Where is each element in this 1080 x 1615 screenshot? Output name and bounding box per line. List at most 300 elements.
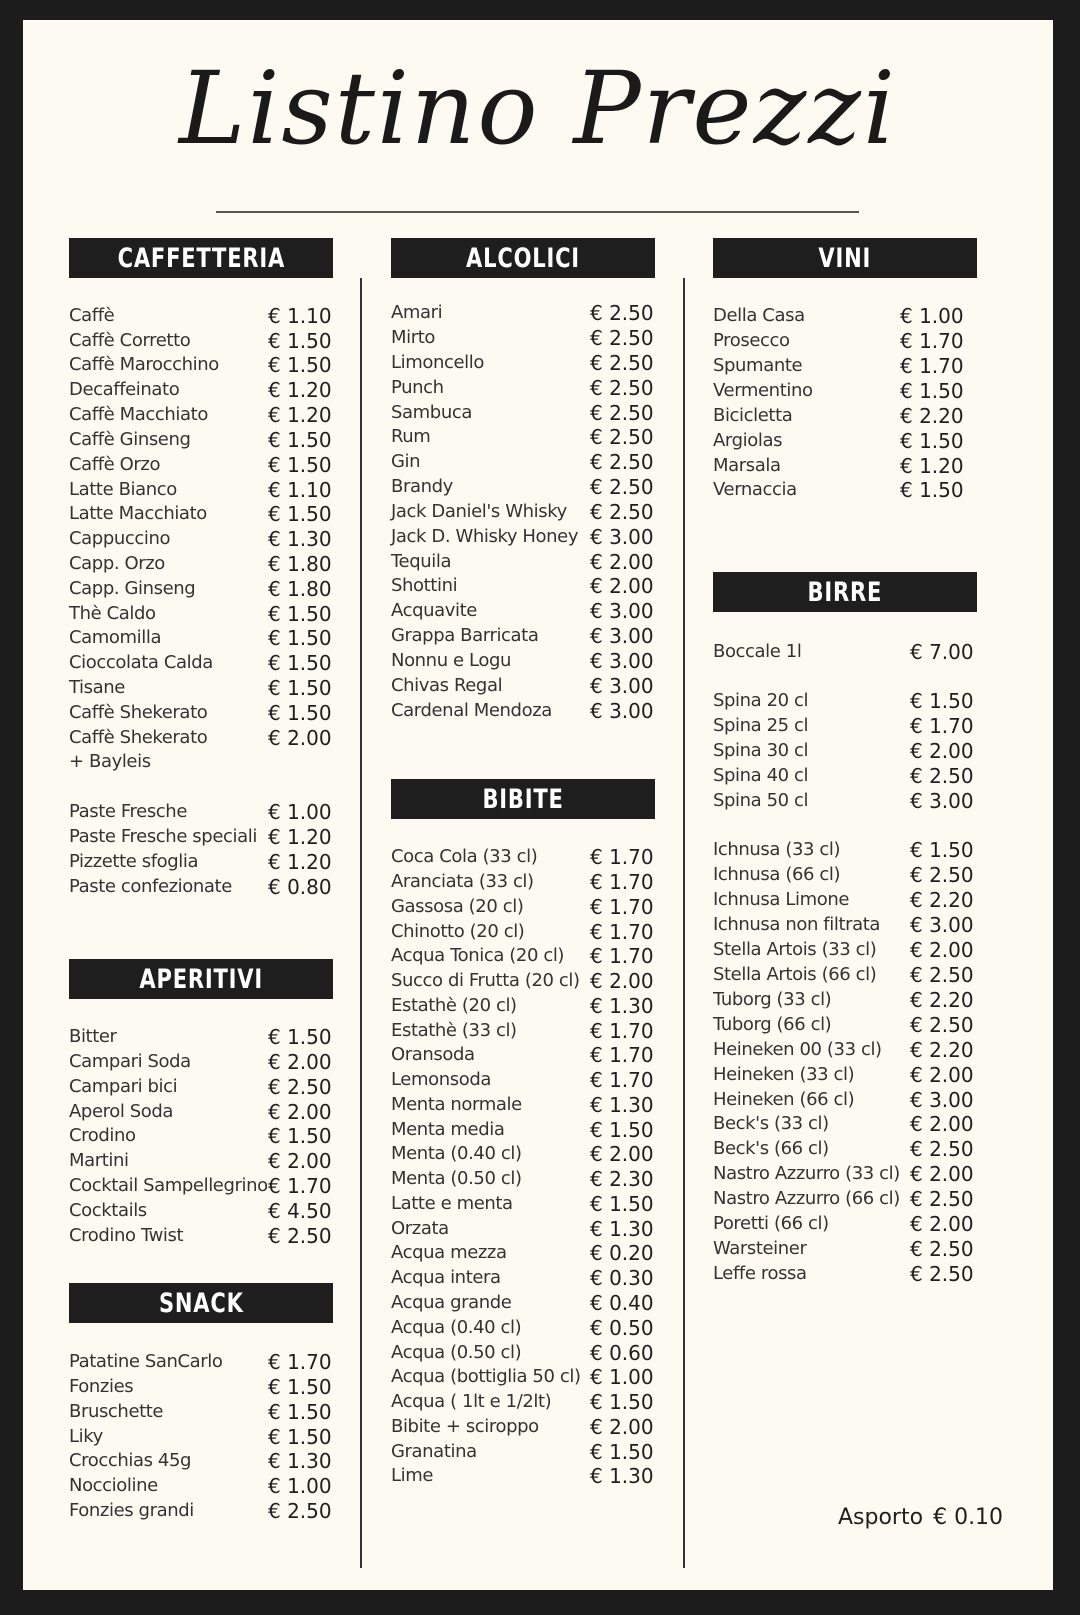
takeaway-label: Asporto bbox=[838, 1505, 924, 1530]
menu-item-row bbox=[69, 850, 348, 874]
menu-item-row bbox=[391, 326, 670, 350]
menu-item-name: Menta normale bbox=[391, 1094, 522, 1115]
menu-item-price: € 1.70 bbox=[590, 845, 654, 869]
page-title: Listino Prezzi bbox=[179, 50, 897, 167]
menu-item-name: Sambuca bbox=[391, 402, 472, 423]
menu-item-price: € 2.20 bbox=[910, 988, 974, 1012]
menu-item-name: Beck's (33 cl) bbox=[713, 1113, 829, 1134]
menu-item-row bbox=[69, 825, 348, 849]
menu-item-row bbox=[391, 649, 670, 673]
menu-item-row bbox=[713, 689, 990, 713]
menu-item-name: Heineken 00 (33 cl) bbox=[713, 1039, 882, 1060]
menu-item-name: + Bayleis bbox=[69, 751, 151, 772]
menu-item-price: € 0.20 bbox=[590, 1241, 654, 1265]
menu-item-row bbox=[69, 1499, 348, 1523]
menu-item-row bbox=[69, 701, 348, 725]
menu-item-row bbox=[69, 1350, 348, 1374]
menu-item-name: Caffè Orzo bbox=[69, 454, 161, 475]
menu-item-name: Spina 20 cl bbox=[713, 690, 809, 711]
menu-item-price: € 4.50 bbox=[268, 1199, 332, 1223]
menu-item-row bbox=[713, 714, 990, 738]
menu-item-name: Acqua Tonica (20 cl) bbox=[391, 945, 565, 966]
menu-item-row bbox=[391, 450, 670, 474]
menu-item-row bbox=[391, 1192, 670, 1216]
menu-item-name: Brandy bbox=[391, 476, 453, 497]
menu-item-name: Gassosa (20 cl) bbox=[391, 896, 524, 917]
menu-item-row bbox=[391, 1365, 670, 1389]
menu-item-row bbox=[713, 988, 990, 1012]
menu-item-name: Bicicletta bbox=[713, 405, 793, 426]
menu-item-row bbox=[713, 1038, 990, 1062]
menu-item-name: Acquavite bbox=[391, 600, 477, 621]
menu-item-name: Latte Macchiato bbox=[69, 503, 207, 524]
menu-item-price: € 1.50 bbox=[268, 1425, 332, 1449]
menu-item-name: Spina 40 cl bbox=[713, 765, 809, 786]
menu-item-name: Spina 50 cl bbox=[713, 790, 809, 811]
menu-item-name: Cappuccino bbox=[69, 528, 171, 549]
menu-item-price: € 1.30 bbox=[590, 1464, 654, 1488]
menu-item-name: Capp. Orzo bbox=[69, 553, 165, 574]
menu-item-name: Leffe rossa bbox=[713, 1263, 807, 1284]
menu-item-row bbox=[69, 502, 348, 526]
menu-item-name: Campari bici bbox=[69, 1076, 178, 1097]
menu-item-price: € 1.50 bbox=[268, 602, 332, 626]
menu-item-row bbox=[69, 353, 348, 377]
menu-item-price: € 0.30 bbox=[590, 1266, 654, 1290]
menu-item-price: € 1.50 bbox=[900, 379, 964, 403]
menu-item-price: € 1.30 bbox=[590, 994, 654, 1018]
menu-item-name: Punch bbox=[391, 377, 444, 398]
menu-item-price: € 1.50 bbox=[268, 353, 332, 377]
menu-item-name: Caffè Shekerato bbox=[69, 702, 208, 723]
menu-item-name: Heineken (66 cl) bbox=[713, 1089, 855, 1110]
menu-item-row bbox=[391, 1316, 670, 1340]
menu-item-row bbox=[69, 726, 348, 750]
menu-item-name: Limoncello bbox=[391, 352, 484, 373]
menu-item-price: € 1.30 bbox=[590, 1093, 654, 1117]
menu-item-row bbox=[713, 454, 980, 478]
menu-item-name: Aranciata (33 cl) bbox=[391, 871, 534, 892]
menu-item-name: Bibite + sciroppo bbox=[391, 1416, 539, 1437]
section-header-caffetteria: CAFFETTERIA bbox=[69, 238, 333, 278]
menu-item-name: Paste Fresche bbox=[69, 801, 187, 822]
menu-item-name: Argiolas bbox=[713, 430, 783, 451]
menu-item-row bbox=[69, 1449, 348, 1473]
menu-item-row bbox=[391, 401, 670, 425]
menu-item-name: Caffè Marocchino bbox=[69, 354, 219, 375]
menu-item-price: € 1.50 bbox=[900, 429, 964, 453]
menu-item-row bbox=[69, 1425, 348, 1449]
menu-item-row bbox=[69, 651, 348, 675]
menu-item-name: Acqua ( 1lt e 1/2lt) bbox=[391, 1391, 552, 1412]
menu-item-name: Decaffeinato bbox=[69, 379, 180, 400]
menu-item-price: € 1.10 bbox=[268, 478, 332, 502]
menu-item-row bbox=[391, 870, 670, 894]
menu-item-price: € 0.50 bbox=[590, 1316, 654, 1340]
menu-item-price: € 2.50 bbox=[590, 425, 654, 449]
menu-item-row bbox=[391, 475, 670, 499]
menu-item-row bbox=[391, 944, 670, 968]
menu-item-name: Menta media bbox=[391, 1119, 505, 1140]
menu-item-row bbox=[69, 1050, 348, 1074]
menu-item-row bbox=[713, 1162, 990, 1186]
menu-item-name: Tequila bbox=[391, 551, 452, 572]
menu-item-row bbox=[391, 1415, 670, 1439]
menu-item-row bbox=[713, 1212, 990, 1236]
menu-item-row bbox=[69, 329, 348, 353]
menu-item-name: Caffè Ginseng bbox=[69, 429, 191, 450]
menu-item-price: € 2.30 bbox=[590, 1167, 654, 1191]
menu-item-row bbox=[713, 354, 980, 378]
menu-item-price: € 2.50 bbox=[910, 1013, 974, 1037]
section-header-bibite: BIBITE bbox=[391, 779, 655, 819]
menu-item-row bbox=[713, 478, 980, 502]
menu-item-price: € 3.00 bbox=[590, 699, 654, 723]
menu-item-name: Crocchias 45g bbox=[69, 1450, 192, 1471]
menu-item-name: Succo di Frutta (20 cl) bbox=[391, 970, 580, 991]
menu-item-name: Granatina bbox=[391, 1441, 477, 1462]
menu-item-name: Cardenal Mendoza bbox=[391, 700, 552, 721]
menu-item-price: € 1.30 bbox=[268, 1449, 332, 1473]
menu-item-name: Crodino bbox=[69, 1125, 136, 1146]
menu-item-price: € 2.00 bbox=[910, 1212, 974, 1236]
menu-item-name: Patatine SanCarlo bbox=[69, 1351, 223, 1372]
menu-item-price: € 2.00 bbox=[590, 969, 654, 993]
menu-item-row bbox=[391, 574, 670, 598]
menu-item-price: € 2.50 bbox=[910, 1187, 974, 1211]
menu-item-name: Noccioline bbox=[69, 1475, 158, 1496]
menu-item-price: € 2.50 bbox=[910, 963, 974, 987]
menu-item-row bbox=[391, 351, 670, 375]
menu-item-price: € 1.50 bbox=[268, 701, 332, 725]
menu-item-price: € 1.50 bbox=[268, 676, 332, 700]
menu-item-price: € 2.50 bbox=[268, 1075, 332, 1099]
menu-item-name: Nastro Azzurro (66 cl) bbox=[713, 1188, 900, 1209]
menu-item-price: € 1.20 bbox=[268, 825, 332, 849]
menu-item-price: € 1.70 bbox=[910, 714, 974, 738]
column-divider-right bbox=[683, 278, 685, 1568]
menu-item-name: Cocktails bbox=[69, 1200, 147, 1221]
menu-item-name: Ichnusa (33 cl) bbox=[713, 839, 841, 860]
menu-item-row bbox=[391, 674, 670, 698]
menu-item-name: Heineken (33 cl) bbox=[713, 1064, 855, 1085]
menu-item-row bbox=[69, 453, 348, 477]
menu-item-price: € 1.70 bbox=[268, 1350, 332, 1374]
menu-item-name: Cioccolata Calda bbox=[69, 652, 213, 673]
menu-item-name: Vernaccia bbox=[713, 479, 797, 500]
menu-item-price: € 2.50 bbox=[590, 401, 654, 425]
menu-item-price: € 1.50 bbox=[268, 651, 332, 675]
menu-item-row bbox=[713, 640, 990, 664]
menu-item-row bbox=[391, 500, 670, 524]
menu-item-row bbox=[713, 863, 990, 887]
menu-item-row bbox=[713, 739, 990, 763]
menu-item-name: Latte Bianco bbox=[69, 479, 177, 500]
menu-item-price: € 1.50 bbox=[268, 453, 332, 477]
menu-item-price: € 2.00 bbox=[910, 1063, 974, 1087]
menu-item-price: € 3.00 bbox=[910, 913, 974, 937]
menu-item-row bbox=[69, 527, 348, 551]
menu-item-row bbox=[391, 1341, 670, 1365]
menu-item-price: € 2.50 bbox=[268, 1224, 332, 1248]
menu-item-row bbox=[69, 403, 348, 427]
menu-item-price: € 7.00 bbox=[910, 640, 974, 664]
menu-item-price: € 3.00 bbox=[590, 674, 654, 698]
menu-item-price: € 2.00 bbox=[268, 726, 332, 750]
menu-item-row bbox=[391, 994, 670, 1018]
menu-item-price: € 1.50 bbox=[590, 1118, 654, 1142]
menu-item-row bbox=[391, 1241, 670, 1265]
menu-item-price: € 2.00 bbox=[590, 1142, 654, 1166]
menu-item-price: € 1.50 bbox=[590, 1440, 654, 1464]
menu-item-row bbox=[391, 1093, 670, 1117]
menu-item-row bbox=[713, 1237, 990, 1261]
menu-item-name: Acqua grande bbox=[391, 1292, 512, 1313]
menu-item-name: Prosecco bbox=[713, 330, 790, 351]
menu-item-row bbox=[69, 1174, 348, 1198]
menu-item-name: Jack D. Whisky Honey bbox=[391, 526, 579, 547]
menu-item-name: Stella Artois (66 cl) bbox=[713, 964, 877, 985]
menu-item-name: Mirto bbox=[391, 327, 436, 348]
menu-item-price: € 1.50 bbox=[268, 428, 332, 452]
menu-item-price: € 0.60 bbox=[590, 1341, 654, 1365]
menu-item-name: Spina 30 cl bbox=[713, 740, 809, 761]
menu-item-price: € 1.00 bbox=[900, 304, 964, 328]
menu-item-name: Acqua (bottiglia 50 cl) bbox=[391, 1366, 581, 1387]
menu-item-row bbox=[391, 1266, 670, 1290]
menu-item-name: Tisane bbox=[69, 677, 125, 698]
menu-item-price: € 1.70 bbox=[590, 1068, 654, 1092]
menu-item-price: € 0.80 bbox=[268, 875, 332, 899]
menu-item-price: € 1.20 bbox=[900, 454, 964, 478]
menu-item-name: Menta (0.50 cl) bbox=[391, 1168, 522, 1189]
menu-item-name: Tuborg (33 cl) bbox=[713, 989, 832, 1010]
menu-item-name: Shottini bbox=[391, 575, 458, 596]
menu-item-price: € 2.50 bbox=[590, 450, 654, 474]
menu-item-price: € 2.50 bbox=[910, 1262, 974, 1286]
menu-item-price: € 2.50 bbox=[590, 326, 654, 350]
menu-item-price: € 1.70 bbox=[900, 329, 964, 353]
menu-item-row bbox=[391, 1118, 670, 1142]
menu-item-price: € 2.50 bbox=[910, 863, 974, 887]
menu-item-name: Nastro Azzurro (33 cl) bbox=[713, 1163, 900, 1184]
menu-item-row bbox=[713, 404, 980, 428]
menu-item-name: Spumante bbox=[713, 355, 803, 376]
menu-sheet bbox=[23, 20, 1053, 1590]
menu-item-price: € 2.00 bbox=[910, 1112, 974, 1136]
menu-item-name: Liky bbox=[69, 1426, 103, 1447]
menu-item-row bbox=[391, 920, 670, 944]
menu-item-price: € 1.50 bbox=[268, 1400, 332, 1424]
menu-item-row bbox=[69, 602, 348, 626]
menu-item-row bbox=[713, 329, 980, 353]
menu-item-name: Paste confezionate bbox=[69, 876, 232, 897]
menu-item-price: € 2.00 bbox=[268, 1149, 332, 1173]
menu-item-name: Camomilla bbox=[69, 627, 162, 648]
menu-item-name: Acqua (0.50 cl) bbox=[391, 1342, 522, 1363]
takeaway-fee bbox=[838, 1505, 1003, 1530]
menu-item-price: € 1.50 bbox=[590, 1390, 654, 1414]
menu-item-name: Caffè bbox=[69, 305, 115, 326]
menu-item-name: Orzata bbox=[391, 1218, 449, 1239]
menu-item-row bbox=[713, 429, 980, 453]
menu-item-row bbox=[69, 1199, 348, 1223]
menu-item-name: Poretti (66 cl) bbox=[713, 1213, 829, 1234]
menu-item-price: € 1.80 bbox=[268, 577, 332, 601]
menu-item-row bbox=[69, 478, 348, 502]
menu-item-name: Estathè (33 cl) bbox=[391, 1020, 517, 1041]
menu-item-name: Oransoda bbox=[391, 1044, 475, 1065]
menu-item-row bbox=[391, 1019, 670, 1043]
menu-item-price: € 1.70 bbox=[590, 1043, 654, 1067]
menu-item-row bbox=[391, 550, 670, 574]
menu-item-name: Jack Daniel's Whisky bbox=[391, 501, 567, 522]
menu-item-price: € 1.50 bbox=[268, 329, 332, 353]
menu-item-row bbox=[713, 963, 990, 987]
menu-item-name: Nonnu e Logu bbox=[391, 650, 511, 671]
menu-item-price: € 1.50 bbox=[910, 689, 974, 713]
menu-item-name: Boccale 1l bbox=[713, 641, 802, 662]
menu-item-price: € 1.70 bbox=[590, 944, 654, 968]
menu-item-name: Spina 25 cl bbox=[713, 715, 809, 736]
menu-item-name: Aperol Soda bbox=[69, 1101, 174, 1122]
menu-item-row bbox=[713, 938, 990, 962]
menu-item-price: € 1.80 bbox=[268, 552, 332, 576]
menu-item-name: Marsala bbox=[713, 455, 781, 476]
menu-item-price: € 2.20 bbox=[910, 1038, 974, 1062]
menu-item-price: € 2.20 bbox=[900, 404, 964, 428]
menu-item-name: Warsteiner bbox=[713, 1238, 807, 1259]
menu-item-row bbox=[713, 1088, 990, 1112]
menu-item-row bbox=[69, 875, 348, 899]
menu-item-name: Acqua intera bbox=[391, 1267, 501, 1288]
menu-item-name: Martini bbox=[69, 1150, 129, 1171]
menu-item-row bbox=[391, 1440, 670, 1464]
menu-item-price: € 1.50 bbox=[268, 626, 332, 650]
menu-item-price: € 2.50 bbox=[590, 376, 654, 400]
menu-item-name: Caffè Corretto bbox=[69, 330, 191, 351]
menu-item-row bbox=[391, 301, 670, 325]
menu-item-row bbox=[69, 577, 348, 601]
menu-item-price: € 1.20 bbox=[268, 403, 332, 427]
menu-item-price: € 2.00 bbox=[910, 1162, 974, 1186]
title-divider bbox=[216, 211, 859, 213]
section-header-snack: SNACK bbox=[69, 1283, 333, 1323]
menu-item-price: € 2.00 bbox=[590, 550, 654, 574]
menu-item-price: € 1.70 bbox=[590, 870, 654, 894]
menu-item-row bbox=[69, 1224, 348, 1248]
menu-item-price: € 2.00 bbox=[590, 1415, 654, 1439]
menu-item-row bbox=[391, 525, 670, 549]
menu-item-name: Rum bbox=[391, 426, 431, 447]
menu-item-price: € 1.70 bbox=[900, 354, 964, 378]
menu-item-price: € 1.50 bbox=[268, 502, 332, 526]
menu-item-row bbox=[391, 895, 670, 919]
menu-item-row bbox=[69, 1100, 348, 1124]
menu-item-name: Chinotto (20 cl) bbox=[391, 921, 525, 942]
menu-item-price: € 1.70 bbox=[590, 1019, 654, 1043]
menu-item-row bbox=[69, 1124, 348, 1148]
menu-item-price: € 1.50 bbox=[268, 1025, 332, 1049]
menu-item-row bbox=[69, 1375, 348, 1399]
menu-item-row bbox=[69, 378, 348, 402]
menu-item-name: Ichnusa non filtrata bbox=[713, 914, 881, 935]
menu-item-row bbox=[713, 1112, 990, 1136]
menu-item-row bbox=[713, 913, 990, 937]
menu-item-name: Lemonsoda bbox=[391, 1069, 491, 1090]
menu-item-name: Fonzies grandi bbox=[69, 1500, 194, 1521]
menu-item-row bbox=[713, 1013, 990, 1037]
menu-item-row bbox=[391, 699, 670, 723]
menu-item-name: Pizzette sfoglia bbox=[69, 851, 199, 872]
column-divider-left bbox=[360, 278, 362, 1568]
menu-item-price: € 1.70 bbox=[268, 1174, 332, 1198]
menu-item-row bbox=[391, 599, 670, 623]
menu-item-name: Crodino Twist bbox=[69, 1225, 184, 1246]
menu-item-row bbox=[713, 888, 990, 912]
menu-item-row bbox=[713, 1063, 990, 1087]
menu-item-price: € 1.30 bbox=[590, 1217, 654, 1241]
menu-item-row bbox=[391, 1167, 670, 1191]
menu-item-name: Bruschette bbox=[69, 1401, 164, 1422]
menu-item-row bbox=[391, 1068, 670, 1092]
menu-item-row bbox=[391, 969, 670, 993]
menu-item-name: Fonzies bbox=[69, 1376, 134, 1397]
menu-item-row bbox=[69, 626, 348, 650]
menu-item-row bbox=[69, 800, 348, 824]
menu-item-name: Beck's (66 cl) bbox=[713, 1138, 829, 1159]
menu-item-price: € 1.70 bbox=[590, 895, 654, 919]
menu-item-row bbox=[391, 1217, 670, 1241]
section-header-vini: VINI bbox=[713, 238, 977, 278]
menu-item-price: € 3.00 bbox=[590, 649, 654, 673]
menu-item-row bbox=[69, 1149, 348, 1173]
menu-item-name: Acqua (0.40 cl) bbox=[391, 1317, 522, 1338]
menu-item-price: € 1.50 bbox=[910, 838, 974, 862]
menu-item-row bbox=[69, 1075, 348, 1099]
menu-item-price: € 3.00 bbox=[590, 525, 654, 549]
menu-item-row bbox=[713, 764, 990, 788]
menu-item-name: Caffè Macchiato bbox=[69, 404, 208, 425]
menu-item-name: Campari Soda bbox=[69, 1051, 191, 1072]
menu-item-name: Capp. Ginseng bbox=[69, 578, 196, 599]
menu-item-name: Cocktail Sampellegrino bbox=[69, 1175, 268, 1196]
menu-item-price: € 1.20 bbox=[268, 378, 332, 402]
menu-item-row bbox=[69, 552, 348, 576]
menu-item-row bbox=[69, 428, 348, 452]
menu-item-price: € 1.00 bbox=[268, 800, 332, 824]
menu-item-price: € 1.50 bbox=[900, 478, 964, 502]
menu-item-price: € 2.50 bbox=[910, 1237, 974, 1261]
menu-item-price: € 3.00 bbox=[590, 599, 654, 623]
menu-item-price: € 1.20 bbox=[268, 850, 332, 874]
menu-item-name: Acqua mezza bbox=[391, 1242, 507, 1263]
menu-item-price: € 0.40 bbox=[590, 1291, 654, 1315]
menu-item-name: Gin bbox=[391, 451, 421, 472]
section-header-aperitivi: APERITIVI bbox=[69, 959, 333, 999]
menu-item-name: Tuborg (66 cl) bbox=[713, 1014, 832, 1035]
menu-item-row bbox=[391, 624, 670, 648]
menu-item-name: Della Casa bbox=[713, 305, 805, 326]
menu-item-name: Ichnusa Limone bbox=[713, 889, 850, 910]
menu-item-price: € 2.00 bbox=[268, 1050, 332, 1074]
menu-item-row bbox=[391, 1291, 670, 1315]
menu-item-name: Chivas Regal bbox=[391, 675, 503, 696]
menu-item-name: Latte e menta bbox=[391, 1193, 513, 1214]
menu-item-price: € 2.50 bbox=[910, 764, 974, 788]
menu-item-price: € 1.50 bbox=[590, 1192, 654, 1216]
menu-item-price: € 1.10 bbox=[268, 304, 332, 328]
